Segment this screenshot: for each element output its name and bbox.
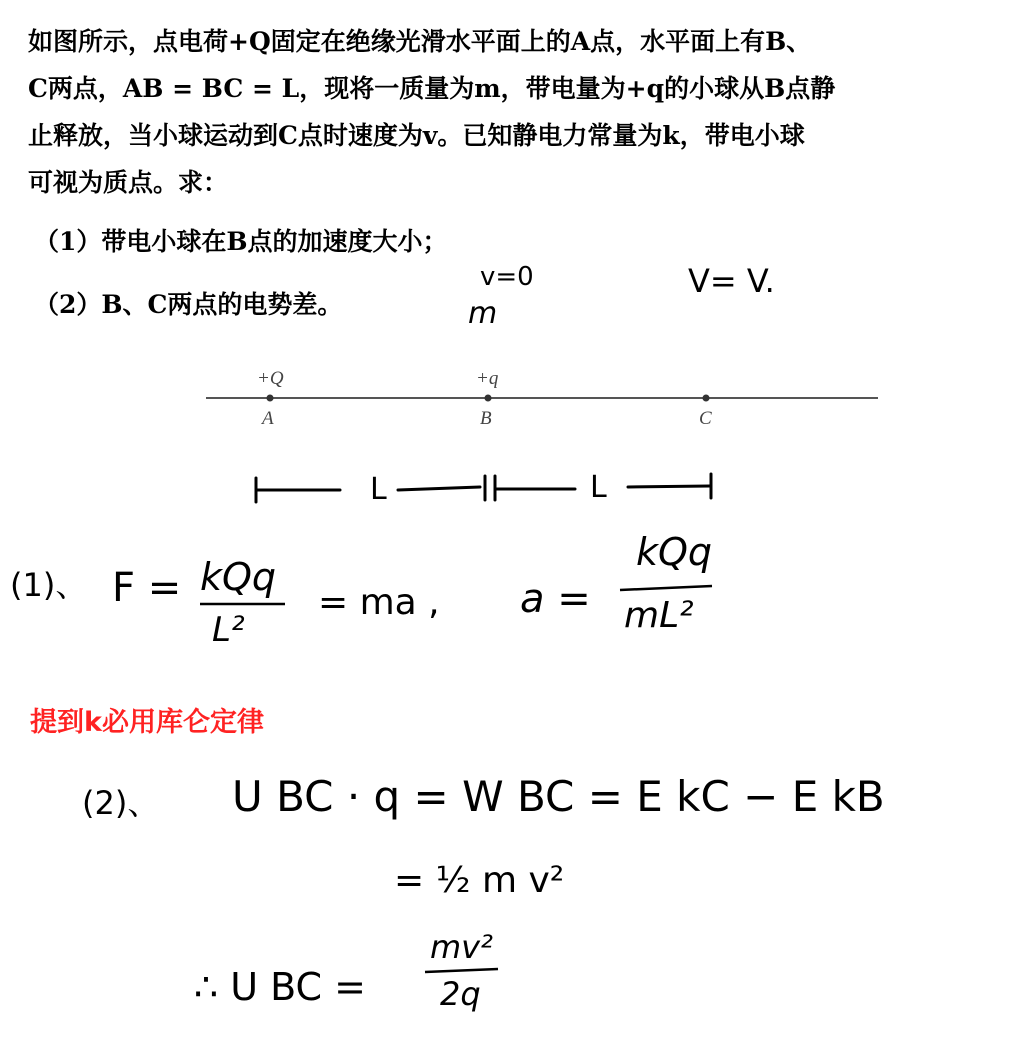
denominator-L-squared: L² [212, 610, 245, 650]
equals-ma: = ma , [318, 582, 440, 623]
part2-prefix: (2)、 [82, 784, 160, 822]
point-A-dot [267, 395, 274, 402]
a-equals: a = [520, 576, 591, 622]
denominator-2q: 2q [440, 975, 481, 1013]
problem-line-3: 止释放，当小球运动到C点时速度为v。已知静电力常量为k，带电小球 [28, 121, 805, 150]
question-1: （1）带电小球在B点的加速度大小； [34, 227, 448, 256]
fraction-bar-3 [425, 969, 498, 972]
problem-line-2: C两点，AB = BC = L，现将一质量为m，带电量为+q的小球从B点静 [28, 74, 836, 103]
therefore-ubc: ∴ U BC = [194, 965, 367, 1009]
label-C: C [699, 408, 712, 429]
hand-L-1: L [370, 472, 387, 507]
ubc-equation: U BC · q = W BC = E kC − E kB [232, 772, 885, 821]
label-A: A [262, 408, 274, 429]
numerator-mv-squared: mv² [430, 928, 493, 966]
dimension-line [256, 474, 711, 502]
red-note: 提到k必用库仑定律 [30, 707, 264, 738]
F-equals: F = [112, 565, 182, 611]
point-B-dot [485, 395, 492, 402]
label-B: B [480, 408, 492, 429]
hand-v-equals-v: V= V. [688, 262, 775, 300]
half-mv-squared: = ½ m v² [394, 860, 565, 901]
part1-prefix: (1)、 [10, 566, 88, 604]
fraction-bar-2 [620, 586, 712, 590]
hand-v-zero: v=0 [480, 262, 534, 292]
hand-m: m [468, 296, 498, 331]
label-plus-Q: +Q [257, 368, 284, 389]
hand-L-2: L [590, 470, 607, 505]
numerator-kQq-2: kQq [636, 530, 713, 574]
point-C-dot [703, 395, 710, 402]
label-plus-q: +q [476, 368, 499, 389]
numerator-kQq-1: kQq [200, 555, 277, 599]
problem-line-1: 如图所示，点电荷+Q固定在绝缘光滑水平面上的A点，水平面上有B、 [28, 27, 812, 56]
problem-line-4: 可视为质点。求： [28, 168, 229, 197]
question-2: （2）B、C两点的电势差。 [34, 290, 343, 319]
denominator-mL-squared: mL² [624, 595, 694, 636]
